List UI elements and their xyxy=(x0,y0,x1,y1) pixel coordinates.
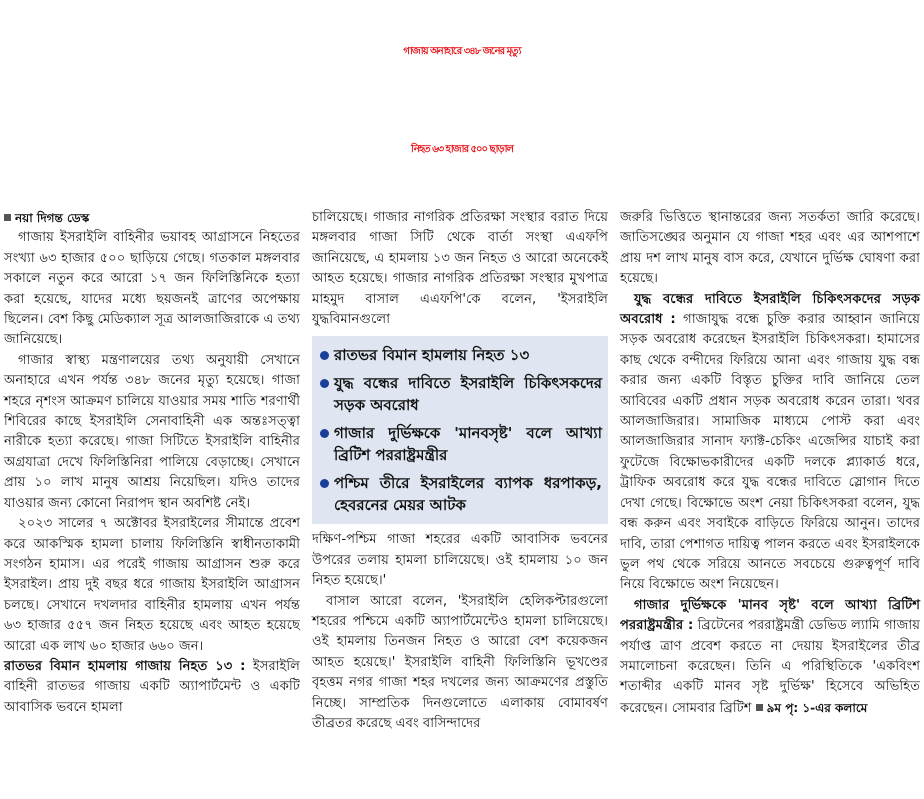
highlight-item: রাতভর বিমান হামলায় নিহত ১৩ xyxy=(318,344,602,366)
highlight-item: পশ্চিম তীরে ইসরাইলের ব্যাপক ধরপাকড়, হেবরনের মেয়র আটক xyxy=(318,472,602,516)
continued-note: ৯ম পৃ: ১-এর কলামে xyxy=(752,701,868,715)
subheading: যুদ্ধ বন্ধের দাবিতে ইসরাইলি চিকিৎসকদের সড়ক অবরোধ : xyxy=(620,291,920,328)
paragraph: জরুরি ভিত্তিতে স্থানান্তরের জন্য সতর্কতা জারি করেছে। জাতিসঙ্ঘের অনুমান যে গাজা শহর এবং এর আশপাশে প্রায় দশ লাখ মানুষ বাস করে, যেখানে দুর্ভিক্ষ ঘোষণা করা হয়েছে। xyxy=(620,210,920,287)
highlights-box xyxy=(312,336,608,524)
dateline: নয়া দিগন্ত ডেস্ক xyxy=(4,208,300,228)
subsection xyxy=(620,596,920,719)
paragraph: গাজার স্বাস্থ্য মন্ত্রণালয়ের তথ্য অনুযায়ী সেখানে অনাহারে এখন পর্যন্ত ৩৪৮ জনের মৃত্যু হয়েছে। গাজা শহরে নৃশংস আক্রমণ চালিয়ে যাওয়ার সময় শাতি শরণার্থী শিবিরের কাছে ইসরাইলি সেনাবাহিনী এক অন্তঃসত্ত্বা নারীকে হত্যা করেছে। গাজা সিটিতে ইসরাইলি বাহিনীর অগ্রযাত্রা দেখে ফিলিস্তিনিরা পালিয়ে বেড়াচ্ছে। সেখানে প্রায় ১০ লাখ মানুষ আশ্রয় নিয়েছিল। যদিও তাদের যাওয়ার জন্য কোনো নিরাপদ স্থান অবশিষ্ট নেই। xyxy=(4,352,300,511)
bullet-square-icon xyxy=(756,704,763,711)
paragraph: চালিয়েছে। গাজার নাগরিক প্রতিরক্ষা সংস্থার বরাত দিয়ে মঙ্গলবার গাজা সিটি থেকে বার্তা সংস্থা এএফপি জানিয়েছে, এ হামলায় ১৩ জন নিহত ও আরো অনেকেই আহত হয়েছে। গাজার নাগরিক প্রতিরক্ষা সংস্থার মুখপাত্র মাহমুদ বাসাল এএফপি'কে বলেন, 'ইসরাইলি যুদ্ধবিমানগুলো xyxy=(312,210,608,328)
article-column-1 xyxy=(4,208,300,718)
subsection-text: ইসরাইলি বাহিনী রাতভর গাজায় একটি অ্যাপার্টমেন্ট ও একটি আবাসিক ভবনে হামলা xyxy=(4,658,300,715)
subsection xyxy=(620,290,920,596)
article-column-3 xyxy=(620,208,920,719)
bullet-square-icon xyxy=(4,214,11,221)
subheading: রাতভর বিমান হামলায় গাজায় নিহত ১৩ : xyxy=(4,658,246,674)
article-column-2 xyxy=(312,208,608,735)
subsection-text: ব্রিটেনের পররাষ্ট্রমন্ত্রী ডেভিড ল্যামি গাজায় পর্যাপ্ত ত্রাণ প্রবেশ করতে না দেয়ায় ইসরাইলের তীব্র সমালোচনা করেছেন। তিনি এ পরিস্থিতিকে 'একবিংশ শতাব্দীর একটি মানব সৃষ্ট দুর্ভিক্ষ' হিসেবে অভিহিত করেছেন। সোমবার ব্রিটিশ xyxy=(620,618,920,716)
highlight-item: যুদ্ধ বন্ধের দাবিতে ইসরাইলি চিকিৎসকদের সড়ক অবরোধ xyxy=(318,372,602,416)
paragraph: গাজায় ইসরাইলি বাহিনীর ভয়াবহ আগ্রাসনে নিহতের সংখ্যা ৬৩ হাজার ৫০০ ছাড়িয়ে গেছে। গতকাল মঙ্গলবার সকালে নতুন করে আরো ১৭ জন ফিলিস্তিনিকে হত্যা করা হয়েছে, যাদের মধ্যে ছয়জনই ত্রাণের অপেক্ষায় ছিলেন। বেশ কিছু মেডিক্যাল সূত্র আলজাজিরাকে এ তথ্য জানিয়েছে। xyxy=(4,230,300,348)
paragraph: বাসাল আরো বলেন, 'ইসরাইলি হেলিকপ্টারগুলো শহরের পশ্চিমে একটি অ্যাপার্টমেন্টেও হামলা চালিয়েছে। ওই হামলায় তিনজন নিহত ও আরো বেশ কয়েকজন আহত হয়েছে।' ইসরাইলি বাহিনী ফিলিস্তিনি ভূখণ্ডের বৃহত্তম নগর গাজা শহর দখলের জন্য আক্রমণের প্রস্তুতি নিচ্ছে। সাম্প্রতিক দিনগুলোতে এলাকায় বোমাবর্ষণ তীব্রতর করেছে এবং বাসিন্দাদের xyxy=(312,593,608,732)
headline-line-2: নিহত ৬৩ হাজার ৫০০ ছাড়াল xyxy=(411,144,513,155)
headline-line-1: গাজায় অনাহারে ৩৪৮ জনের মৃত্যু xyxy=(403,46,521,57)
paragraph: দক্ষিণ-পশ্চিম গাজা শহরের একটি আবাসিক ভবনের উপরের তলায় হামলা চালিয়েছে। ওই হামলায় ১০ জন নিহত হয়েছে।' xyxy=(312,532,608,589)
subsection-text: গাজাযুদ্ধ বন্ধে চুক্তি করার আহ্বান জানিয়ে সড়ক অবরোধ করেছেন ইসরাইলি চিকিৎসকরা। হামাসের কাছ থেকে বন্দীদের ফিরিয়ে আনা এবং গাজায় যুদ্ধ বন্ধ করার জন্য একটি বিস্তৃত চুক্তির দাবি জানিয়ে তেল আবিবের একটি প্রধান সড়ক অবরোধ করেন তারা। খবর আলজাজিরার। সামাজিক মাধ্যমে পোস্ট করা এবং আলজাজিরার সানাদ ফ্যাক্ট-চেকিং এজেন্সির যাচাই করা ফুটেজে বিক্ষোভকারীদের একটি দলকে প্ল্যাকার্ড ধরে, ট্রাফিক অবরোধ করে যুদ্ধ বন্ধের দাবিতে স্লোগান দিতে দেখা গেছে। বিক্ষোভে অংশ নেয়া চিকিৎসকরা বলেন, যুদ্ধ বন্ধ করুন এবং সবাইকে বাড়িতে ফিরিয়ে আনুন। তাদের দাবি, তারা পেশাগত দায়িত্ব পালন করতে এবং ইসরাইলকে ভুল পথ থেকে সরিয়ে আনতে সবচেয়ে গুরুত্বপূর্ণ দাবি নিয়ে বিক্ষোভে অংশ নিয়েছেন। xyxy=(620,312,920,593)
paragraph: ২০২৩ সালের ৭ অক্টোবর ইসরাইলের সীমান্তে প্রবেশ করে আকস্মিক হামলা চালায় ফিলিস্তিনি স্বাধীনতাকামী সংগঠন হামাস। এর পরেই গাজায় আগ্রাসন শুরু করে ইসরাইল। প্রায় দুই বছর ধরে গাজায় ইসরাইলি আগ্রাসন চলছে। সেখানে দখলদার বাহিনীর হামলায় এখন পর্যন্ত ৬৩ হাজার ৫৫৭ জন নিহত হয়েছে এবং আহত হয়েছে আরো এক লাখ ৬০ হাজার ৬৬০ জন। xyxy=(4,516,300,654)
subsection xyxy=(4,657,300,718)
subheading: গাজার দুর্ভিক্ষকে 'মানব সৃষ্ট' বলে আখ্যা ব্রিটিশ পররাষ্ট্রমন্ত্রীর : xyxy=(620,597,920,634)
highlight-item: গাজার দুর্ভিক্ষকে 'মানবসৃষ্ট' বলে আখ্যা ব্রিটিশ পররাষ্ট্রমন্ত্রীর xyxy=(318,422,602,466)
